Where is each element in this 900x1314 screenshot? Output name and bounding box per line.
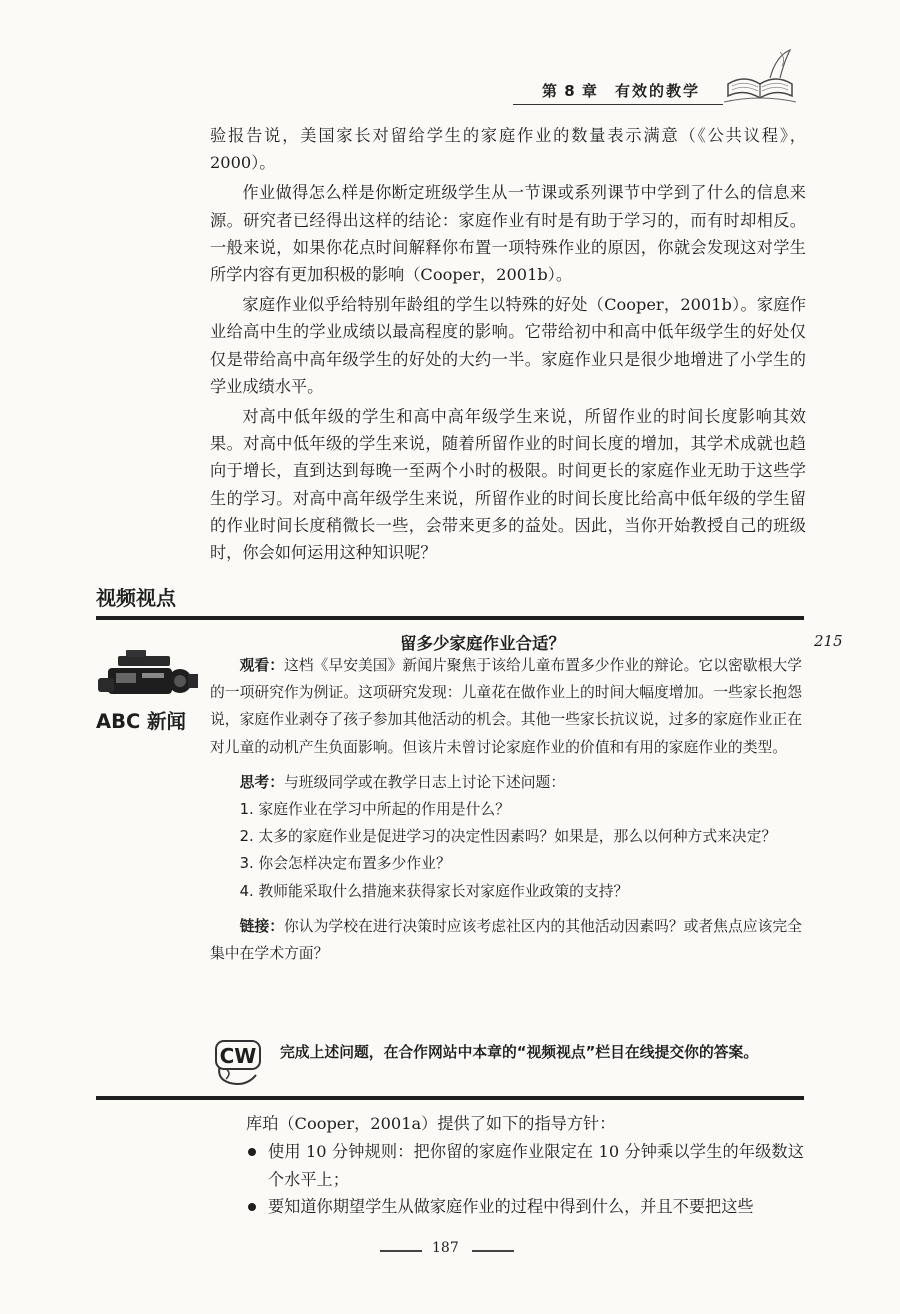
watch-label: 观看： — [239, 657, 284, 674]
cw-instruction: 完成上述问题，在合作网站中本章的“视频视点”栏目在线提交你的答案。 — [280, 1044, 759, 1061]
guidelines — [246, 1110, 804, 1221]
bullet-icon — [248, 1148, 256, 1156]
open-book-icon — [720, 44, 800, 108]
video-camera-icon — [96, 646, 200, 700]
list-item-text: 使用 10 分钟规则：把你留的家庭作业限定在 10 分钟乘以学生的年级数这个水平上； — [268, 1141, 804, 1189]
link-label: 链接： — [239, 917, 284, 935]
box-bottom-rule — [96, 1096, 804, 1100]
question-item: 1. 家庭作业在学习中所起的作用是什么？ — [239, 801, 510, 819]
footer-ornament-left — [380, 1250, 422, 1252]
list-item — [246, 1138, 804, 1194]
link-paragraph — [210, 913, 802, 967]
running-header — [520, 78, 710, 104]
margin-page-number: 215 — [814, 632, 843, 650]
bullet-icon — [248, 1203, 256, 1211]
chapter-title: 有效的教学 — [615, 82, 701, 100]
section-title: 视频视点 — [96, 586, 176, 610]
chapter-number: 第 8 章 — [542, 82, 598, 100]
guidelines-intro: 库珀（Cooper，2001a）提供了如下的指导方针： — [246, 1114, 616, 1133]
question-item: 4. 教师能采取什么措施来获得家长对家庭作业政策的支持？ — [239, 882, 629, 900]
footer-ornament-right — [472, 1250, 514, 1252]
think-paragraph — [210, 769, 802, 796]
page-number: 187 — [432, 1240, 459, 1256]
video-box-content — [210, 652, 802, 973]
source-label: ABC 新闻 — [96, 710, 187, 733]
think-label: 思考： — [239, 773, 284, 791]
watch-paragraph — [210, 652, 802, 761]
cw-icon — [212, 1035, 264, 1087]
paragraph: 家庭作业似乎给特别年龄组的学生以特殊的好处（Cooper，2001b）。家庭作业给高中生的学业成绩以最高程度的影响。它带给初中和高中低年级学生的好处仅仅是带给高中高年级学生的好处的大约一半。家庭作业只是很少地增进了小学生的学业成绩水平。 — [210, 295, 806, 396]
list-item-text: 要知道你期望学生从做家庭作业的过程中得到什么，并且不要把这些 — [268, 1197, 754, 1217]
list-item — [246, 1193, 804, 1221]
paragraph: 作业做得怎么样是你断定班级学生从一节课或系列课节中学到了什么的信息来源。研究者已经得出这样的结论：家庭作业有时是有助于学习的，而有时却相反。一般来说，如果你花点时间解释你布置一项特殊作业的原因，你就会发现这对学生所学内容有更加积极的影响（Cooper，2001b）。 — [210, 183, 806, 285]
question-item: 3. 你会怎样决定布置多少作业？ — [239, 855, 451, 873]
watch-text: 这档《早安美国》新闻片聚焦于该给儿童布置多少作业的辩论。它以密歇根大学的一项研究作为例证。这项研究发现：儿童花在做作业上的时间大幅度增加。一些家长抱怨说，家庭作业剥夺了孩子参加其他活动的机会。其他一些家长抗议说，过多的家庭作业正在对儿童的动机产生负面影响。但该片未曾讨论家庭作业的价值和有用的家庭作业的类型。 — [210, 657, 802, 756]
cw-icon-text: CW — [219, 1044, 257, 1068]
question-item: 2. 太多的家庭作业是促进学习的决定性因素吗？如果是，那么以何种方式来决定？ — [239, 828, 777, 846]
think-text: 与班级同学或在教学日志上讨论下述问题： — [284, 773, 566, 791]
video-box-title: 留多少家庭作业合适？ — [400, 634, 565, 653]
box-top-rule — [96, 616, 804, 620]
page-footer — [380, 1240, 520, 1260]
guidelines-list — [246, 1138, 804, 1221]
link-text: 你认为学校在进行决策时应该考虑社区内的其他活动因素吗？或者焦点应该完全集中在学术方面？ — [210, 917, 802, 963]
paragraph: 对高中低年级的学生和高中高年级学生来说，所留作业的时间长度影响其效果。对高中低年级的学生来说，随着所留作业的时间长度的增加，其学术成就也趋向于增长，直到达到每晚一至两个小时的极限。时间更长的家庭作业无助于这些学生的学习。对高中高年级学生来说，所留作业的时间长度比给高中低年级的学生留的作业时间长度稍微长一些，会带来更多的益处。因此，当你开始教授自己的班级时，你会如何运用这种知识呢？ — [210, 407, 806, 563]
header-rule — [513, 104, 723, 105]
paragraph: 验报告说，美国家长对留给学生的家庭作业的数量表示满意（《公共议程》，2000）。 — [210, 126, 806, 173]
body-text — [210, 122, 806, 569]
